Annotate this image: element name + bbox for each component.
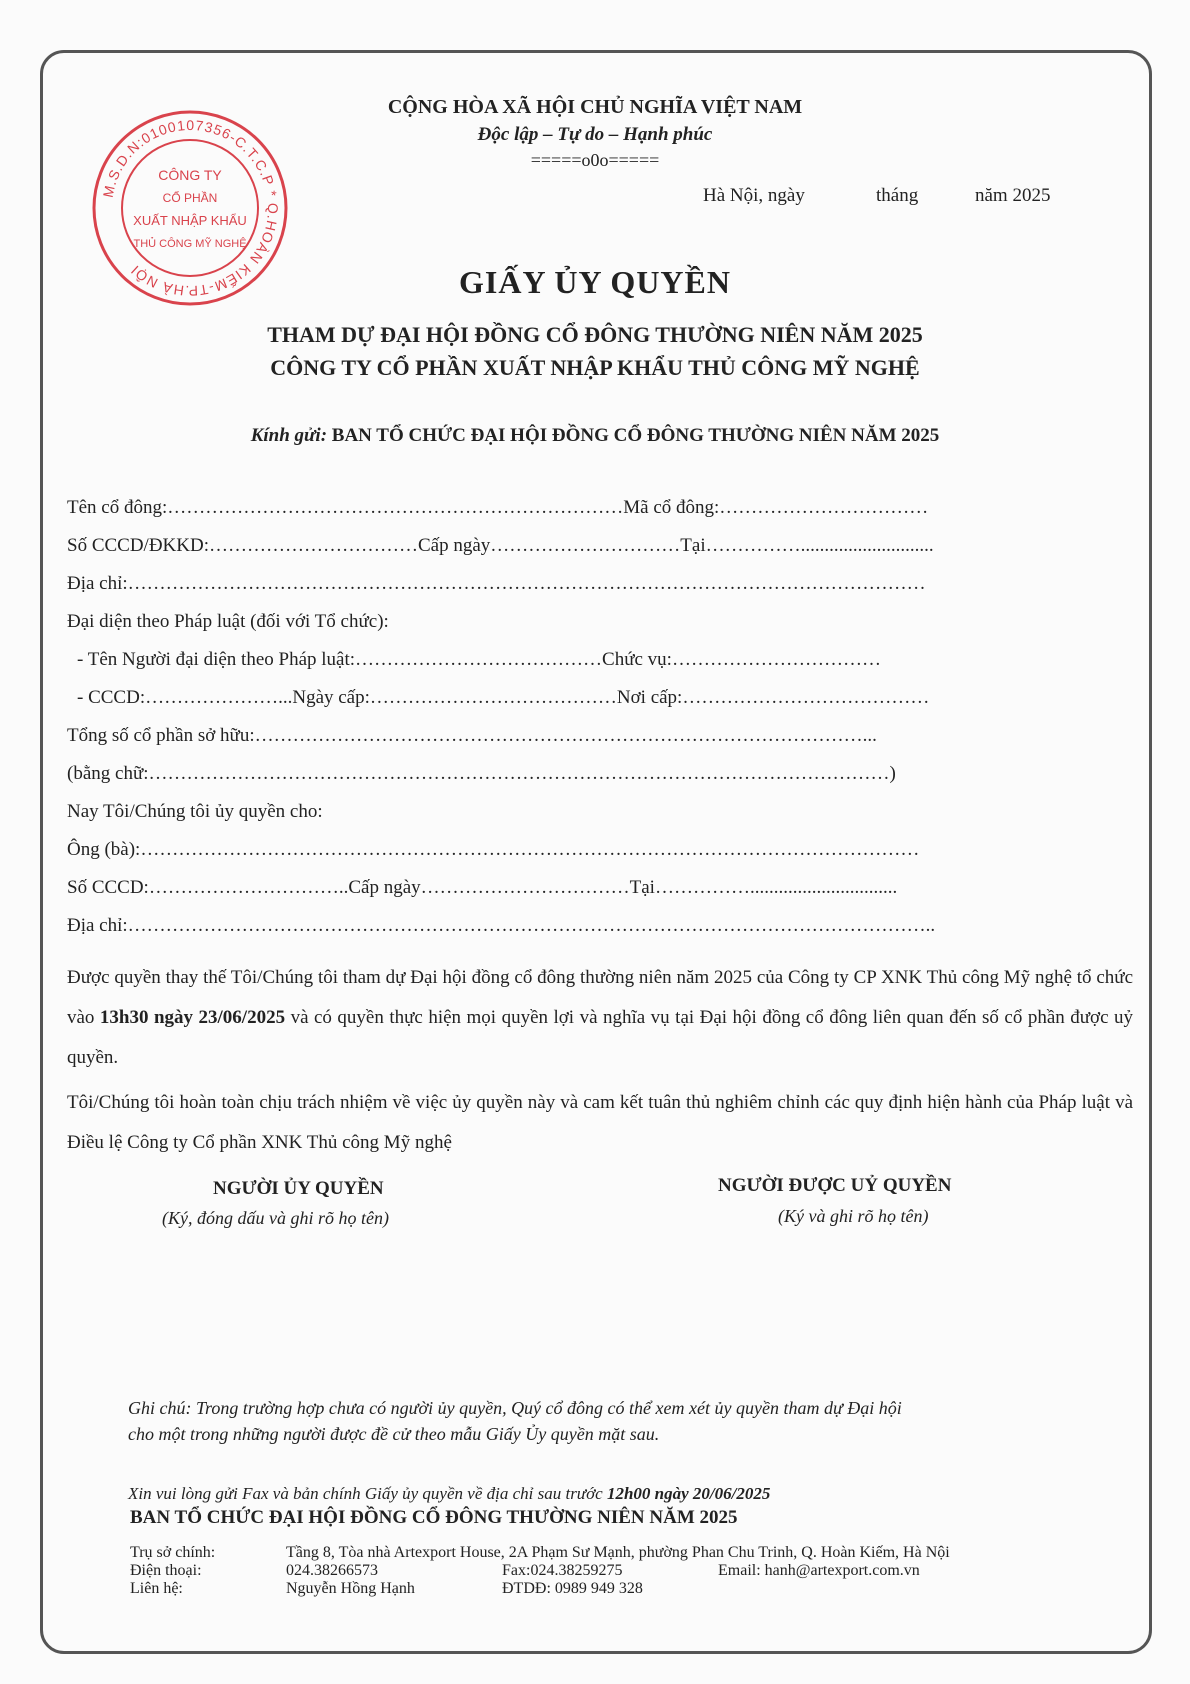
note-line-2: cho một trong những người được đề cử theo mẫu Giấy Ủy quyền mặt sau.: [128, 1424, 660, 1444]
authorization-text-2: và có quyền thực hiện mọi quyền lợi và nghĩa vụ tại Đại hội đồng cổ đông liên quan đến số cổ phần được uỷ quyền.: [67, 1007, 1133, 1068]
field-proxy-id[interactable]: Số CCCD:…………………………..Cấp ngày……………………………Tại……………...............................: [67, 877, 898, 898]
field-proxy-address[interactable]: Địa chỉ:………………………………………………………………………………………………………………..: [67, 915, 936, 936]
field-address[interactable]: Địa chỉ:………………………………………………………………………………………………………………: [67, 573, 926, 594]
field-legal-rep-heading: Đại diện theo Pháp luật (đối với Tổ chức):: [67, 611, 389, 632]
seal-ring-text: M.S.D.N:0100107356-C.T.C.P * Q.HOÀN KIẾM-TP.HÀ NỘI: [99, 116, 282, 300]
authorization-text-1: Được quyền thay thế Tôi/Chúng tôi tham dự Đại hội đồng cổ đông thường niên năm 2025 của Công ty CP XNK Thủ công Mỹ nghệ tổ chức vào: [67, 967, 1133, 1028]
field-proxy-name[interactable]: Ông (bà):……………………………………………………………………………………………………………: [67, 839, 920, 860]
field-authorize-heading: Nay Tôi/Chúng tôi ủy quyền cho:: [67, 801, 323, 822]
fax-value: Fax:024.38259275: [502, 1562, 623, 1579]
title-sub-2: CÔNG TY CỔ PHẦN XUẤT NHẬP KHẨU THỦ CÔNG MỸ NGHỆ: [270, 355, 920, 380]
grantor-note: (Ký, đóng dấu và ghi rõ họ tên): [162, 1208, 389, 1228]
seal-line-4: THỦ CÔNG MỸ NGHỆ: [133, 238, 247, 250]
footer-deadline: 12h00 ngày 20/06/2025: [606, 1484, 771, 1503]
meeting-datetime: 13h30 ngày 23/06/2025: [99, 1007, 286, 1028]
seal-line-1: CÔNG TY: [158, 167, 222, 183]
field-legal-rep-name[interactable]: - Tên Người đại diện theo Pháp luật:…………………………………Chức vụ:……………………………: [77, 649, 881, 670]
footer-request-text: Xin vui lòng gửi Fax và bản chính Giấy ủy quyền về địa chỉ sau trước: [128, 1484, 607, 1503]
authorization-paragraph: [67, 958, 1133, 1078]
title-sub-1: THAM DỰ ĐẠI HỘI ĐỒNG CỔ ĐÔNG THƯỜNG NIÊN NĂM 2025: [267, 322, 923, 347]
addressee-label: Kính gửi:: [250, 425, 328, 446]
phone-label: Điện thoại:: [130, 1562, 202, 1579]
motto: Độc lập – Tự do – Hạnh phúc: [477, 124, 713, 145]
grantor-title: NGƯỜI ỦY QUYỀN: [213, 1178, 384, 1199]
addressee-value: BAN TỔ CHỨC ĐẠI HỘI ĐỒNG CỔ ĐÔNG THƯỜNG NIÊN NĂM 2025: [331, 425, 940, 446]
field-id-number[interactable]: Số CCCD/ĐKKD:……………………………Cấp ngày…………………………Tại……………............................: [67, 535, 934, 556]
date-month: tháng: [876, 185, 919, 206]
date-year: năm 2025: [975, 185, 1051, 206]
contact-label: Liên hệ:: [130, 1580, 183, 1597]
field-total-shares[interactable]: Tổng số cổ phần sở hữu:……………………………………………………………………………………...: [67, 725, 877, 746]
note-line-1: Ghi chú: Trong trường hợp chưa có người ủy quyền, Quý cổ đông có thể xem xét ủy quyền tham dự Đại hội: [128, 1398, 902, 1418]
footer-organizer: BAN TỔ CHỨC ĐẠI HỘI ĐỒNG CỔ ĐÔNG THƯỜNG NIÊN NĂM 2025: [130, 1507, 738, 1528]
place-date: Hà Nội, ngày: [703, 185, 805, 206]
mobile-value: ĐTDĐ: 0989 949 328: [502, 1580, 643, 1597]
seal-line-2: CỔ PHẦN: [162, 191, 218, 205]
office-label: Trụ sở chính:: [130, 1544, 216, 1561]
field-shares-in-words[interactable]: (bằng chữ:………………………………………………………………………………………………………): [67, 763, 896, 784]
grantee-note: (Ký và ghi rõ họ tên): [778, 1206, 929, 1226]
phone-value: 024.38266573: [286, 1562, 378, 1579]
contact-table: [130, 1544, 950, 1598]
grantee-title: NGƯỜI ĐƯỢC UỶ QUYỀN: [718, 1175, 952, 1196]
seal-line-3: XUẤT NHẬP KHẨU: [133, 213, 247, 228]
field-legal-rep-id[interactable]: - CCCD:…………………...Ngày cấp:…………………………………Nơi cấp:…………………………………: [77, 687, 930, 708]
office-value: Tầng 8, Tòa nhà Artexport House, 2A Phạm Sư Mạnh, phường Phan Chu Trinh, Q. Hoàn Kiếm, Hà Nội: [286, 1544, 950, 1561]
nation-header: CỘNG HÒA XÃ HỘI CHỦ NGHĨA VIỆT NAM: [387, 96, 803, 118]
commitment-paragraph: Tôi/Chúng tôi hoàn toàn chịu trách nhiệm về việc ủy quyền này và cam kết tuân thủ nghiêm chỉnh các quy định hiện hành của Pháp luật và Điều lệ Công ty Cổ phần XNK Thủ công Mỹ nghệ: [67, 1092, 1133, 1153]
footer-request: [128, 1484, 770, 1504]
email-value[interactable]: Email: hanh@artexport.com.vn: [718, 1562, 920, 1579]
addressee: [0, 425, 1190, 447]
contact-value: Nguyễn Hồng Hạnh: [286, 1580, 415, 1597]
field-shareholder-name[interactable]: Tên cổ đông:………………………………………………………………Mã cổ đông:……………………………: [67, 497, 929, 518]
header-divider: =====o0o=====: [530, 150, 660, 170]
document-title: GIẤY ỦY QUYỀN: [459, 264, 731, 300]
